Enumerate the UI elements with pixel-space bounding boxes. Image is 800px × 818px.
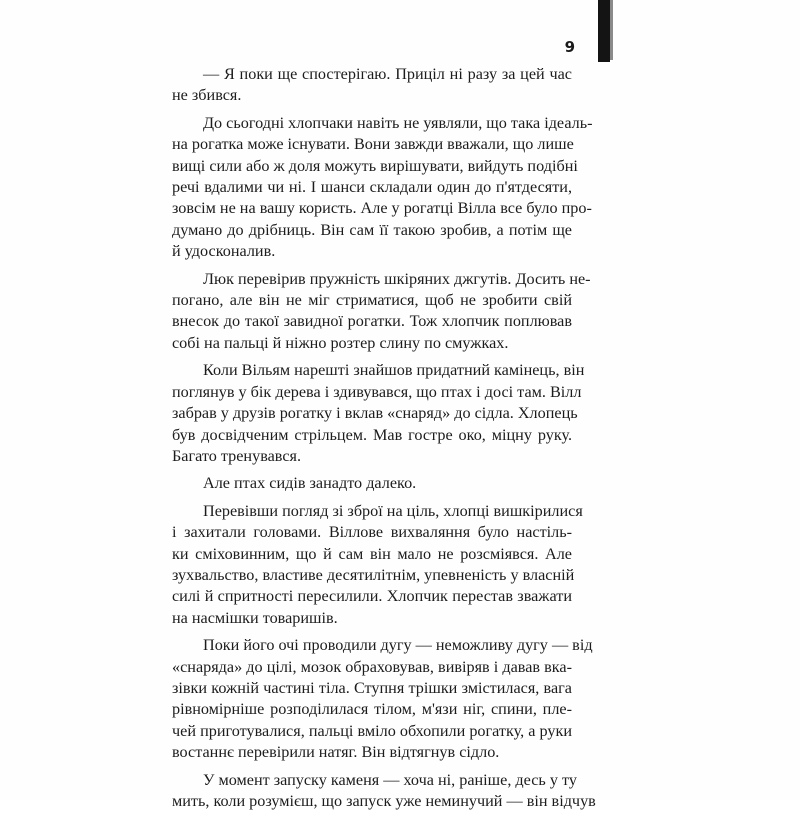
text-line: речі вдалими чи ні. І шанси складали один до п'ятдесяти,: [172, 178, 572, 197]
text-line: У момент запуску каменя — хоча ні, раніше, десь у ту: [203, 770, 577, 789]
paragraph: [172, 64, 572, 107]
text-line: не збився.: [172, 86, 242, 105]
paragraph: [172, 360, 585, 467]
text-line: на насмішки товаришів.: [172, 608, 338, 627]
text-line: Люк перевірив пружність шкіряних джгутів. Досить не-: [203, 269, 591, 288]
text-line: поглянув у бік дерева і здивувався, що птах і досі там. Вілл: [172, 382, 582, 401]
text-line: був досвідченим стрільцем. Мав гостре око, міцну руку.: [172, 425, 572, 444]
text-line: мить, коли розумієш, що запуск уже неминучий — він відчув: [172, 792, 596, 810]
text-line: До сьогодні хлопчаки навіть не уявляли, що така ідеаль-: [203, 113, 593, 132]
text-line: «снаряда» до цілі, мозок обраховував, вивіряв і давав вка-: [172, 657, 572, 676]
text-line: думано до дрібниць. Він сам її такою зробив, а потім ще: [172, 220, 572, 239]
text-line: зовсім не на вашу користь. Але у рогатці Вілла все було про-: [172, 199, 592, 218]
text-line: Поки його очі проводили дугу — неможливу дугу — від: [203, 636, 593, 655]
text-line: на рогатка може існувати. Вони завжди вважали, що лише: [172, 135, 574, 154]
text-line: й удосконалив.: [172, 242, 276, 261]
text-line: вищі сили або ж доля можуть вирішувати, вийдуть подібні: [172, 156, 578, 175]
text-line: Але птах сидів занадто далеко.: [203, 474, 417, 493]
paragraph: [172, 770, 596, 813]
text-line: Коли Вільям нарешті знайшов придатний камінець, він: [203, 361, 585, 380]
page-edge-shadow-bar: [598, 0, 610, 62]
text-line: чей приготувалися, пальці вміло обхопили рогатку, а руки: [172, 721, 572, 740]
text-line: ки сміховинним, що й сам він мало не розсміявся. Але: [172, 544, 572, 563]
paragraph: [172, 113, 593, 263]
text-line: Перевівши погляд зі зброї на ціль, хлопці вишкірилися: [203, 501, 583, 520]
text-line: силі й спритності пересилили. Хлопчик перестав зважати: [172, 587, 572, 606]
page-edge-shadow-gradient: [610, 0, 613, 60]
text-line: і захитали головами. Віллове вихваляння було настіль-: [172, 523, 572, 542]
text-line: внесок до такої завидної рогатки. Тож хлопчик поплював: [172, 312, 572, 331]
text-line: востаннє перевірили натяг. Він відтягнув сідло.: [172, 743, 500, 762]
text-line: забрав у друзів рогатку і вклав «снаряд» до сідла. Хлопець: [172, 404, 578, 423]
body-text: [172, 64, 596, 818]
text-line: — Я поки ще спостерігаю. Приціл ні разу за цей час: [203, 65, 572, 83]
page-number: 9: [564, 38, 575, 56]
text-line: Багато тренувався.: [172, 446, 302, 465]
paragraph: [172, 635, 593, 763]
paragraph: [172, 473, 572, 494]
text-line: зівки кожній частині тіла. Ступня трішки змістилася, вага: [172, 678, 572, 697]
text-line: погано, але він не міг стриматися, щоб не зробити свій: [172, 291, 572, 310]
paragraph: [172, 501, 583, 629]
text-line: рівномірніше розподілилася тілом, м'язи ніг, спини, пле-: [172, 700, 572, 719]
text-line: зухвальство, властиве десятилітнім, упевненість у власній: [172, 565, 575, 584]
paragraph: [172, 269, 591, 355]
text-line: собі на пальці й ніжно розтер слину по смужках.: [172, 333, 509, 352]
